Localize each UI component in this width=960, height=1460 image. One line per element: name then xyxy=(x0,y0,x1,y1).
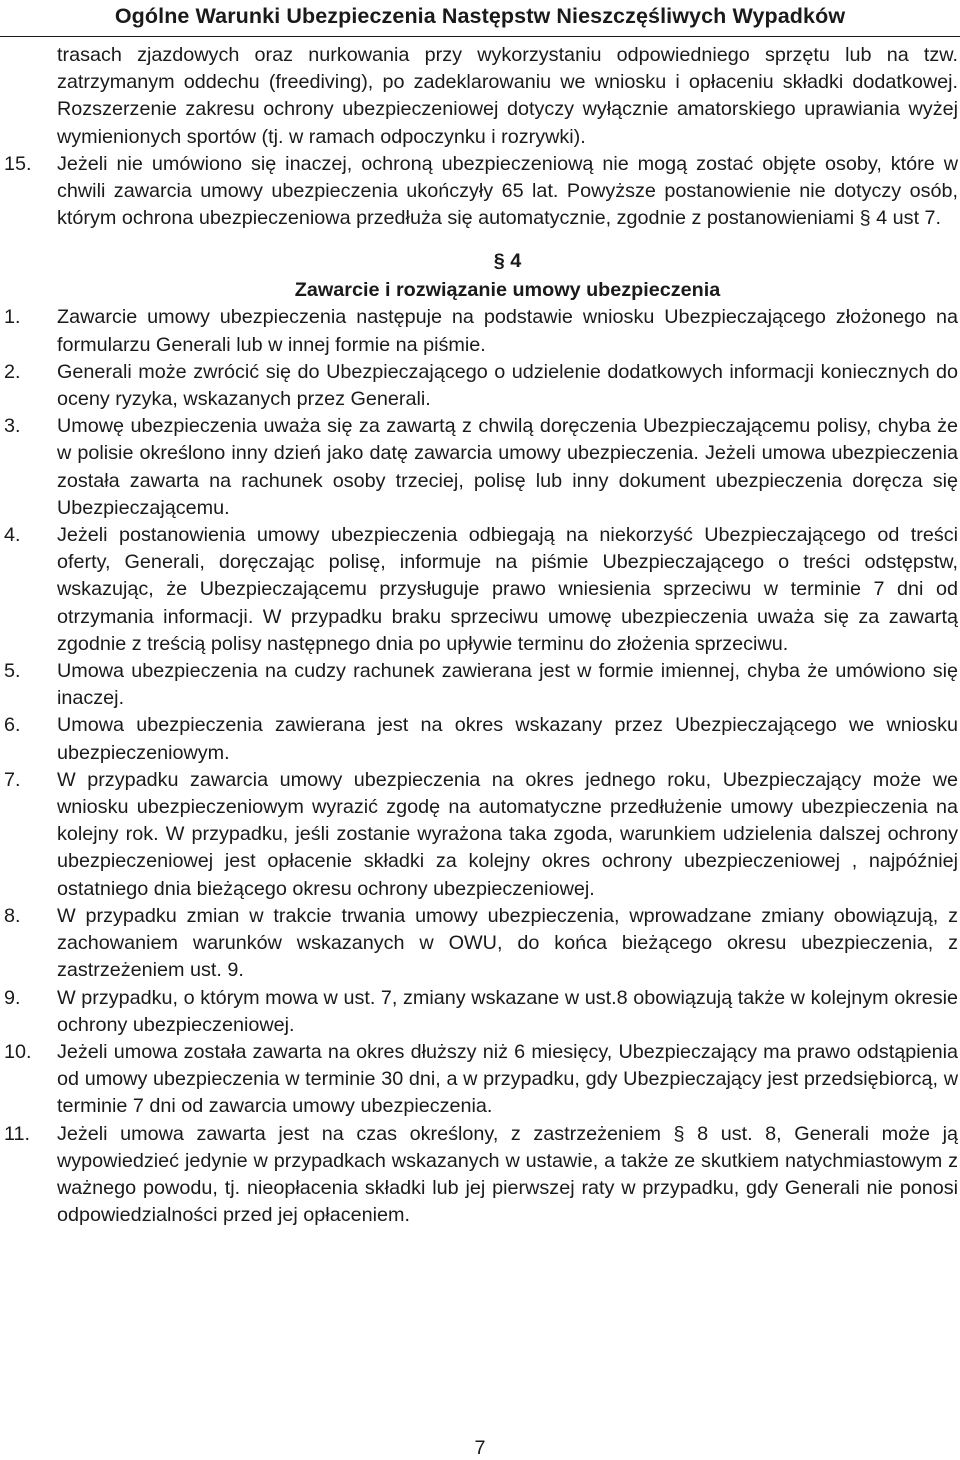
item-number: 9. xyxy=(4,986,21,1009)
header-rule xyxy=(0,36,960,37)
item-text: Jeżeli umowa została zawarta na okres dłuższy niż 6 miesięcy, Ubezpieczający ma prawo odstąpienia od umowy ubezpieczenia w terminie 30 dni, a w przypadku, gdy Ubezpieczający jest przedsiębiorcą, w terminie 7 dni od zawarcia umowy ubezpieczenia. xyxy=(57,1040,958,1118)
list-item xyxy=(0,304,958,358)
item-number: 4. xyxy=(4,524,21,547)
section-heading xyxy=(0,247,958,304)
item-text: Jeżeli umowa zawarta jest na czas określony, z zastrzeżeniem § 8 ust. 8, Generali może ją wypowiedzieć jedynie w przypadkach wskazanych w ustawie, a także ze skutkiem natychmiastowym z ważnego powodu, tj. nieopłacenia składki lub jej pierwszej raty w przypadku, gdy Generali nie ponosi odpowiedzialności przed jej opłaceniem. xyxy=(57,1122,958,1227)
item-number: 10. xyxy=(4,1040,32,1063)
item-text: W przypadku, o którym mowa w ust. 7, zmiany wskazane w ust.8 obowiązują także w kolejnym okresie ochrony ubezpieczeniowej. xyxy=(57,986,958,1036)
section-number: § 4 xyxy=(493,250,522,273)
item-number: 2. xyxy=(4,360,21,383)
section-title: Zawarcie i rozwiązanie umowy ubezpieczenia xyxy=(294,278,721,301)
list-item xyxy=(0,712,958,766)
list-item-15 xyxy=(0,151,958,233)
item-number: 1. xyxy=(4,306,21,329)
item-number: 3. xyxy=(4,415,21,438)
list-item xyxy=(0,658,958,712)
item-text: Umowę ubezpieczenia uważa się za zawartą z chwilą doręczenia Ubezpieczającemu polisy, chyba że w polisie określono inny dzień jako datę zawarcia umowy ubezpieczenia. Jeżeli umowa ubezpieczenia została zawarta na rachunek osoby trzeciej, polisę lub inny dokument ubezpieczenia doręcza się Ubezpieczającemu. xyxy=(57,415,958,519)
item-number: 6. xyxy=(4,714,21,737)
item-number: 5. xyxy=(4,660,21,683)
running-header: Ogólne Warunki Ubezpieczenia Następstw Nieszczęśliwych Wypadków xyxy=(114,4,846,28)
item-text: Umowa ubezpieczenia na cudzy rachunek zawierana jest w formie imiennej, chyba że umówiono się inaczej. xyxy=(57,660,958,710)
list-item xyxy=(0,522,958,658)
item-text: W przypadku zawarcia umowy ubezpieczenia na okres jednego roku, Ubezpieczający może we wniosku ubezpieczeniowym wyrazić zgodę na automatyczne przedłużenie umowy ubezpieczenia na kolejny rok. W przypadku, jeśli zostanie wyrażona taka zgoda, warunkiem udzielenia dalszej ochrony ubezpieczeniowej jest opłacenie składki za kolejny okres ochrony ubezpieczeniowej , najpóźniej ostatniego dnia bieżącego okresu ochrony ubezpieczeniowej. xyxy=(57,768,958,900)
item-number: 8. xyxy=(4,904,21,927)
item-text: Jeżeli postanowienia umowy ubezpieczenia odbiegają na niekorzyść Ubezpieczającego od treści oferty, Generali, doręczając polisę, informuje na piśmie Ubezpieczającego o treści odstępstw, wskazując, że Ubezpieczającemu przysługuje prawo wniesienia sprzeciwu w terminie 7 dni od otrzymania informacji. W przypadku braku sprzeciwu umowę ubezpieczenia uważa się za zawartą zgodnie z treścią polisy następnego dnia po upływie terminu do złożenia sprzeciwu. xyxy=(57,524,958,655)
list-item xyxy=(0,359,958,413)
list-item xyxy=(0,985,958,1039)
continuation-text: trasach zjazdowych oraz nurkowania przy wykorzystaniu odpowiedniego sprzętu lub na tzw. zatrzymanym oddechu (freediving), po zadeklarowaniu we wniosku i opłaceniu składki dodatkowej. Rozszerzenie zakresu ochrony ubezpieczeniowej dotyczy wyłącznie amatorskiego uprawiania wyżej wymienionych sportów (tj. w ramach odpoczynku i rozrywki). xyxy=(57,44,958,148)
list-item xyxy=(0,1121,958,1230)
item-number: 15. xyxy=(4,152,32,175)
item-number: 7. xyxy=(4,768,21,791)
item-text: Zawarcie umowy ubezpieczenia następuje na podstawie wniosku Ubezpieczającego złożonego na formularzu Generali lub w innej formie na piśmie. xyxy=(57,306,958,356)
item-text: Umowa ubezpieczenia zawierana jest na okres wskazany przez Ubezpieczającego we wniosku ubezpieczeniowym. xyxy=(57,714,958,764)
list-item xyxy=(0,1039,958,1121)
item-number: 11. xyxy=(4,1122,31,1145)
continuation-paragraph xyxy=(0,42,958,151)
list-item xyxy=(0,767,958,903)
item-text: Generali może zwrócić się do Ubezpieczającego o udzielenie dodatkowych informacji koniecznych do oceny ryzyka, wskazanych przez Generali. xyxy=(57,360,958,411)
document-body xyxy=(0,42,958,1229)
item-text: W przypadku zmian w trakcie trwania umowy ubezpieczenia, wprowadzane zmiany obowiązują, z zachowaniem warunków wskazanych w OWU, do końca bieżącego okresu ubezpieczenia, z zastrzeżeniem ust. 9. xyxy=(57,904,958,982)
list-item xyxy=(0,413,958,522)
page-number: 7 xyxy=(474,1437,486,1459)
list-item xyxy=(0,903,958,985)
item-text: Jeżeli nie umówiono się inaczej, ochroną ubezpieczeniową nie mogą zostać objęte osoby, które w chwili zawarcia umowy ubezpieczenia ukończyły 65 lat. Powyższe postanowienie nie dotyczy osób, którym ochrona ubezpieczeniowa przedłuża się automatycznie, zgodnie z postanowieniami § 4 ust 7. xyxy=(57,152,958,230)
